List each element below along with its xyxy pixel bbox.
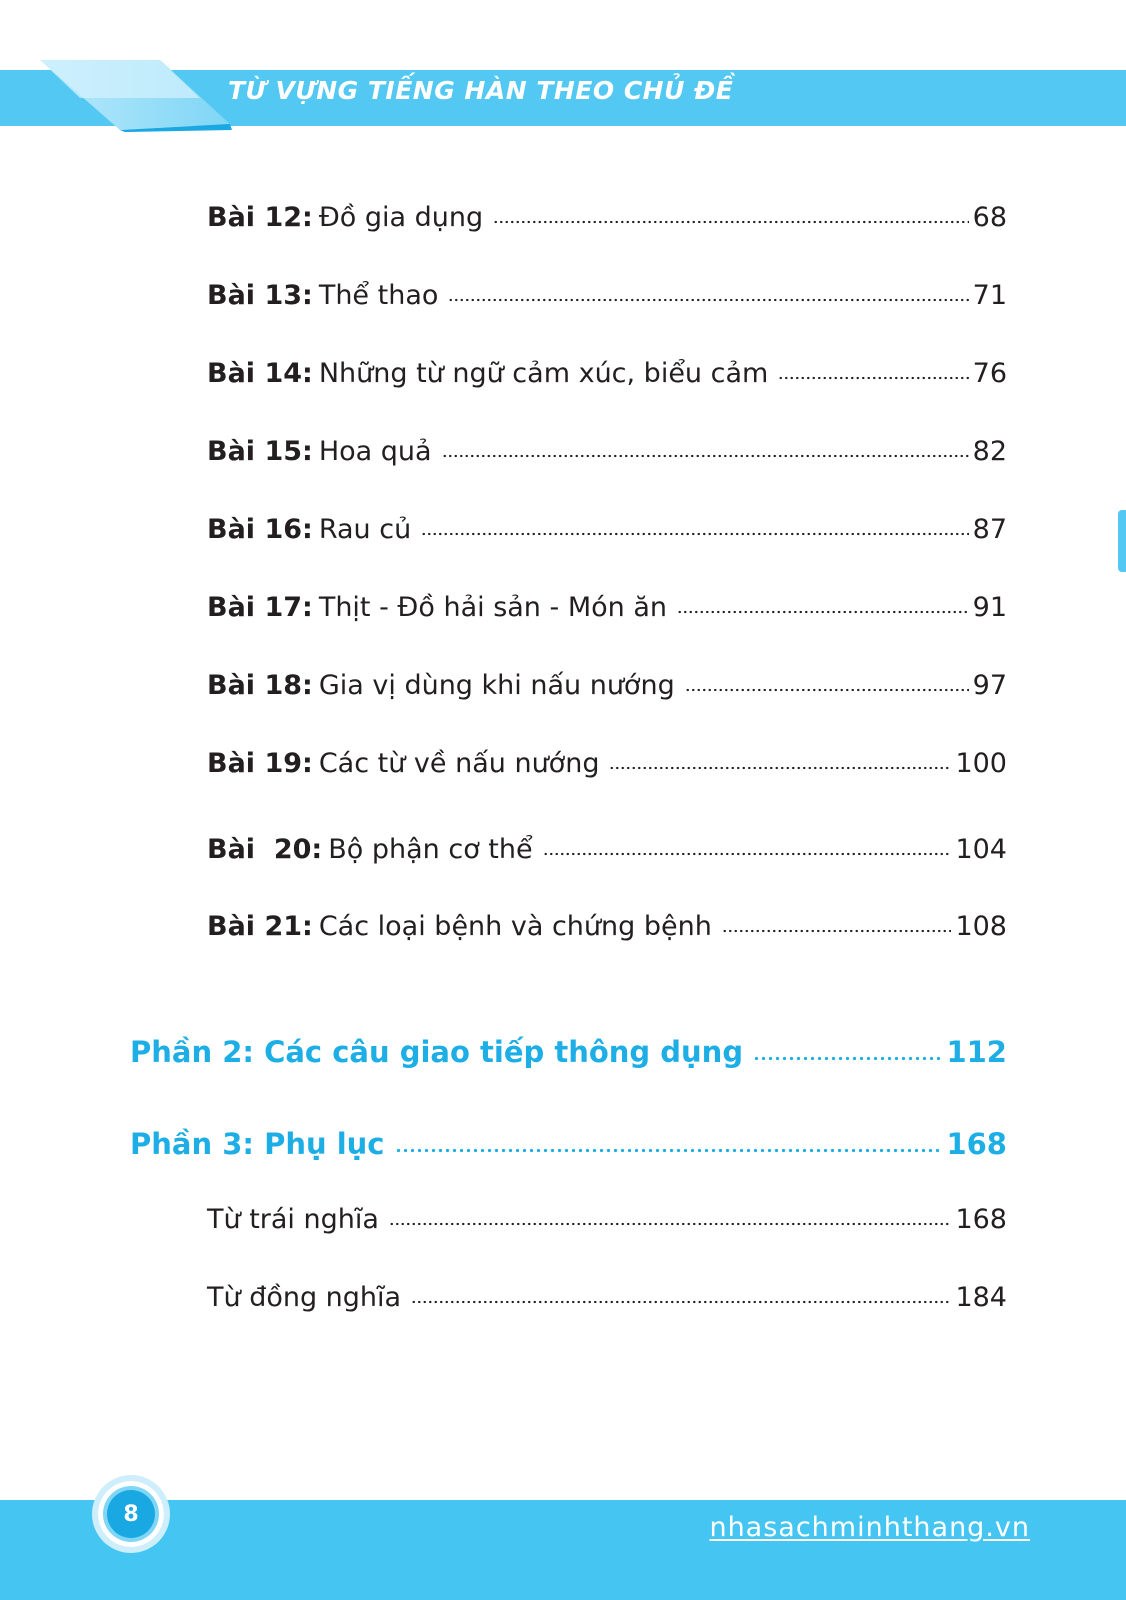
lesson-number: Bài 16: bbox=[207, 514, 313, 545]
page-number: 82 bbox=[972, 436, 1007, 467]
part-title: Phần 2: Các câu giao tiếp thông dụng bbox=[130, 1035, 744, 1069]
lesson-title: Các loại bệnh và chứng bệnh bbox=[318, 911, 712, 942]
lesson-number: Bài 12: bbox=[207, 202, 313, 233]
toc-row[interactable] bbox=[207, 911, 1007, 942]
page-number: 100 bbox=[955, 748, 1007, 779]
lesson-number: Bài 17: bbox=[207, 592, 313, 623]
dot-leader bbox=[677, 610, 969, 614]
page-number: 97 bbox=[972, 670, 1007, 701]
page-number: 71 bbox=[972, 280, 1007, 311]
lesson-title: Bộ phận cơ thể bbox=[328, 834, 533, 865]
toc-row[interactable] bbox=[207, 202, 1007, 233]
toc-part-row[interactable] bbox=[130, 1127, 1007, 1161]
dot-leader bbox=[421, 532, 968, 536]
toc-row[interactable] bbox=[207, 670, 1007, 701]
toc-row[interactable] bbox=[207, 592, 1007, 623]
dot-leader bbox=[448, 298, 968, 302]
toc-row[interactable] bbox=[207, 280, 1007, 311]
lesson-number: Bài 15: bbox=[207, 436, 313, 467]
lesson-title: Gia vị dùng khi nấu nướng bbox=[318, 670, 675, 701]
lesson-number: Bài 18: bbox=[207, 670, 313, 701]
lesson-number: Bài 19: bbox=[207, 748, 313, 779]
toc-part-row[interactable] bbox=[130, 1035, 1007, 1069]
appendix-title: Từ trái nghĩa bbox=[207, 1204, 379, 1235]
dot-leader bbox=[609, 766, 951, 770]
lesson-title: Rau củ bbox=[318, 514, 412, 545]
toc-row[interactable] bbox=[207, 1282, 1007, 1313]
lesson-number: Bài 20: bbox=[207, 834, 323, 865]
toc-row[interactable] bbox=[207, 748, 1007, 779]
dot-leader bbox=[442, 454, 969, 458]
part-title: Phần 3: Phụ lục bbox=[130, 1127, 385, 1161]
lesson-title: Đồ gia dụng bbox=[318, 202, 484, 233]
lesson-number: Bài 13: bbox=[207, 280, 313, 311]
edge-tab bbox=[1118, 510, 1126, 572]
page-number: 104 bbox=[955, 834, 1007, 865]
page-number: 168 bbox=[946, 1127, 1007, 1161]
dot-leader bbox=[722, 929, 952, 933]
appendix-title: Từ đồng nghĩa bbox=[207, 1282, 402, 1313]
dot-leader bbox=[753, 1056, 942, 1061]
toc-row[interactable] bbox=[207, 834, 1007, 865]
page-number: 76 bbox=[972, 358, 1007, 389]
toc-row[interactable] bbox=[207, 436, 1007, 467]
lesson-title: Những từ ngữ cảm xúc, biểu cảm bbox=[318, 358, 769, 389]
book-title: TỪ VỰNG TIẾNG HÀN THEO CHỦ ĐỀ bbox=[228, 76, 734, 105]
dot-leader bbox=[389, 1222, 952, 1226]
page-number: 112 bbox=[946, 1035, 1007, 1069]
dot-leader bbox=[685, 688, 969, 692]
lesson-number: Bài 14: bbox=[207, 358, 313, 389]
page-number: 184 bbox=[955, 1282, 1007, 1313]
dot-leader bbox=[395, 1148, 943, 1153]
toc-row[interactable] bbox=[207, 514, 1007, 545]
toc-row[interactable] bbox=[207, 1204, 1007, 1235]
dot-leader bbox=[778, 376, 968, 380]
lesson-title: Các từ về nấu nướng bbox=[318, 748, 600, 779]
dot-leader bbox=[411, 1300, 951, 1304]
page-number: 168 bbox=[955, 1204, 1007, 1235]
page-number-badge: 8 bbox=[107, 1490, 155, 1538]
website-link[interactable]: nhasachminhthang.vn bbox=[709, 1512, 1030, 1543]
lesson-title: Hoa quả bbox=[318, 436, 432, 467]
page-number: 108 bbox=[955, 911, 1007, 942]
page-number: 87 bbox=[972, 514, 1007, 545]
page-number: 91 bbox=[972, 592, 1007, 623]
dot-leader bbox=[493, 220, 969, 224]
lesson-title: Thể thao bbox=[318, 280, 439, 311]
toc-row[interactable] bbox=[207, 358, 1007, 389]
lesson-title: Thịt - Đồ hải sản - Món ăn bbox=[318, 592, 667, 623]
dot-leader bbox=[543, 852, 952, 856]
header-ribbon-icon bbox=[0, 58, 240, 138]
lesson-number: Bài 21: bbox=[207, 911, 313, 942]
page-number: 68 bbox=[972, 202, 1007, 233]
